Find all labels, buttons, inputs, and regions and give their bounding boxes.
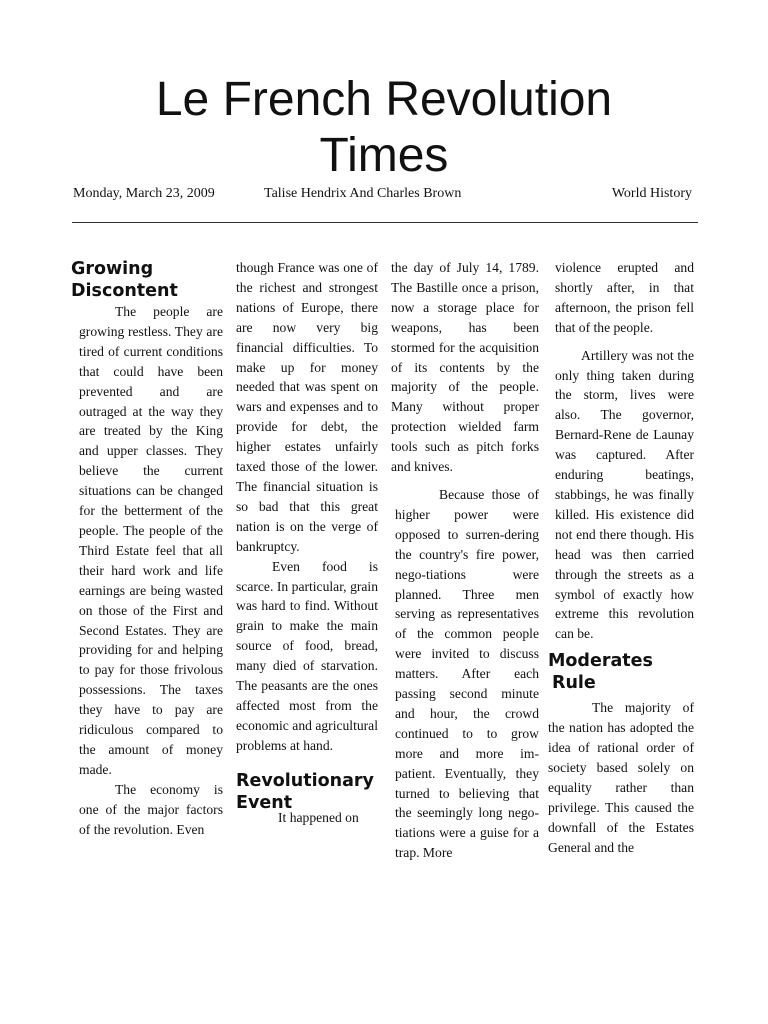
newspaper-title: [0, 72, 768, 184]
issue-date: Monday, March 23, 2009: [73, 186, 215, 201]
heading-growing-discontent: Growing Discontent: [71, 259, 178, 301]
paragraph: It happened on: [278, 809, 359, 825]
paragraph: The people are growing restless. They are tired of current conditions that could have been prevented and are outraged at the way they are treated by the King and upper classes. They believe the current situations can be changed for the betterment of the people. The people of the Third Estate feel that all their hard work and life earnings are being wasted on those of the First and Second Estates. They are providing for and helping to pay for those frivolous possessions. The taxes they have to pay are ridiculous compared to the amount of money made.: [79, 304, 223, 777]
column-2: [236, 258, 378, 828]
paragraph-continued: though France was one of the richest and strongest nations of Europe, there are now very big financial difficulties. To make up for money needed that was spent on wars and expenses and to provide for debt, the higher estates unfairly taxed those of the lower. The financial situation is so bad that this great nation is on the verge of bankruptcy.: [236, 260, 378, 554]
paragraph: The majority of the nation has adopted the idea of rational order of society based solely on equality rather than privilege. This caused the downfall of the Estates General and the: [548, 700, 694, 855]
paragraph-continued: violence erupted and shortly after, in that afternoon, the prison fell that of the people.: [555, 260, 694, 335]
paragraph: Even food is scarce. In particular, grain was hard to find. Without grain to make the main source of food, bread, many died of starvation. The peasants are the ones affected most from the economic and agricultural problems at hand.: [236, 558, 378, 753]
paragraph: Because those of higher power were opposed to surren-dering the country's fire power, nego-tiations were planned. Three men serving as representatives of the common people were invited to discuss matters. After each passing second minute and hour, the crowd continued to to grow more and more im-patient. Eventually, they turned to believing that the seemingly long nego-tiations were a guise for a trap. More: [395, 486, 539, 861]
header-divider: [72, 222, 698, 223]
column-3: [391, 258, 539, 863]
column-4: [548, 258, 694, 857]
subject: World History: [611, 186, 692, 201]
paragraph: Artillery was not the only thing taken during the storm, lives were also. The governor, Bernard-Rene de Launay was captured. After enduring beatings, stabbings, he was finally killed. His existence did not end there though. His head was then carried through the streets as a symbol of exactly how extreme this revolution can be.: [555, 347, 694, 642]
title-line-1: Le French Revolution: [155, 73, 613, 126]
heading-revolutionary-event: Revolutionary Event: [236, 770, 374, 813]
column-1: [71, 258, 223, 839]
heading-moderates-rule: Moderates Rule: [548, 651, 653, 694]
paragraph-continued: the day of July 14, 1789. The Bastille once a prison, now a storage place for weapons, has been stormed for the acquisition of its contents by the majority of the people. Many without proper protection wielded farm tools such as pitch forks and knives.: [391, 260, 539, 475]
paragraph: The economy is one of the major factors of the revolution. Even: [79, 781, 223, 837]
authors: Talise Hendrix And Charles Brown: [264, 186, 462, 201]
title-line-2: Times: [319, 129, 449, 182]
